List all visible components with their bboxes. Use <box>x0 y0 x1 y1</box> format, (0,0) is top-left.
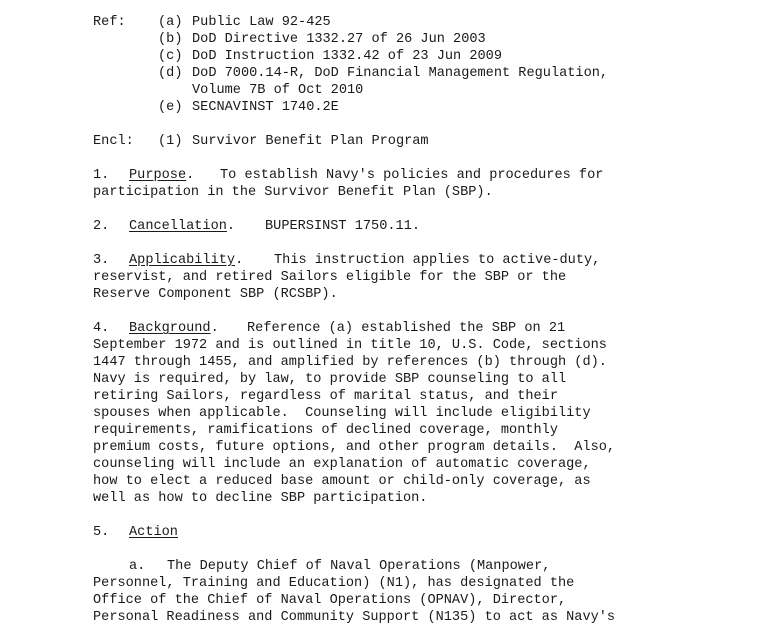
section-5-title <box>129 524 178 541</box>
ref-label: Ref: <box>93 15 126 30</box>
section-4-line-10: how to elect a reduced base amount or child-only coverage, as <box>93 474 591 489</box>
section-3-line-2: reservist, and retired Sailors eligible for the SBP or the <box>93 270 567 285</box>
ref-tag-a: (a) <box>158 15 183 30</box>
ref-text-e: SECNAVINST 1740.2E <box>192 100 339 115</box>
section-3-number: 3. <box>93 253 110 268</box>
section-4-line-8: premium costs, future options, and other program details. Also, <box>93 440 616 455</box>
section-2-line-1: BUPERSINST 1750.11. <box>265 219 420 234</box>
section-3-heading: Applicability. <box>129 253 244 268</box>
section-1-line-1: To establish Navy's policies and procedures for <box>220 168 604 183</box>
section-4-line-1: Reference (a) established the SBP on 21 <box>247 321 566 336</box>
ref-text-b: DoD Directive 1332.27 of 26 Jun 2003 <box>192 32 486 47</box>
section-5-title-text: Action <box>129 525 178 540</box>
section-4-line-11: well as how to decline SBP participation. <box>93 491 428 506</box>
section-3-line-3: Reserve Component SBP (RCSBP). <box>93 287 338 302</box>
section-3-title: Applicability <box>129 253 236 268</box>
section-5-number: 5. <box>93 525 110 540</box>
section-2-number: 2. <box>93 219 110 234</box>
section-4-line-4: Navy is required, by law, to provide SBP counseling to all <box>93 372 567 387</box>
section-1-number: 1. <box>93 168 110 183</box>
section-1-heading: Purpose. <box>129 168 195 183</box>
section-4-line-5: retiring Sailors, regardless of marital status, and their <box>93 389 558 404</box>
section-4-line-6: spouses when applicable. Counseling will include eligibility <box>93 406 591 421</box>
section-5a-line-1: The Deputy Chief of Naval Operations (Manpower, <box>167 559 551 574</box>
ref-tag-b: (b) <box>158 32 183 47</box>
section-4-line-2: September 1972 and is outlined in title 10, U.S. Code, sections <box>93 338 607 353</box>
ref-text-c: DoD Instruction 1332.42 of 23 Jun 2009 <box>192 49 502 64</box>
section-5a-tag: a. <box>129 559 146 574</box>
ref-text-a: Public Law 92-425 <box>192 15 331 30</box>
section-5a-line-3: Office of the Chief of Naval Operations (OPNAV), Director, <box>93 593 567 608</box>
section-4-line-3: 1447 through 1455, and amplified by references (b) through (d). <box>93 355 607 370</box>
encl-label: Encl: <box>93 134 134 149</box>
section-4-heading: Background. <box>129 321 219 336</box>
ref-tag-d: (d) <box>158 66 183 81</box>
section-5a-line-4: Personal Readiness and Community Support (N135) to act as Navy's <box>93 610 616 625</box>
ref-text-d: DoD 7000.14-R, DoD Financial Management Regulation, <box>192 66 609 81</box>
ref-text-d-cont: Volume 7B of Oct 2010 <box>192 83 364 98</box>
section-2-heading: Cancellation. <box>129 219 236 234</box>
section-4-title: Background <box>129 321 211 336</box>
section-4-line-7: requirements, ramifications of declined coverage, monthly <box>93 423 558 438</box>
section-5a-line-2: Personnel, Training and Education) (N1), has designated the <box>93 576 575 591</box>
ref-tag-e: (e) <box>158 100 183 115</box>
section-1-title: Purpose <box>129 168 187 183</box>
section-1-line-2: participation in the Survivor Benefit Plan (SBP). <box>93 185 493 200</box>
section-4-line-9: counseling will include an explanation of automatic coverage, <box>93 457 591 472</box>
section-4-number: 4. <box>93 321 110 336</box>
ref-tag-c: (c) <box>158 49 183 64</box>
section-2-title: Cancellation <box>129 219 227 234</box>
section-3-line-1: This instruction applies to active-duty, <box>274 253 601 268</box>
encl-text: Survivor Benefit Plan Program <box>192 134 429 149</box>
encl-tag: (1) <box>158 134 183 149</box>
